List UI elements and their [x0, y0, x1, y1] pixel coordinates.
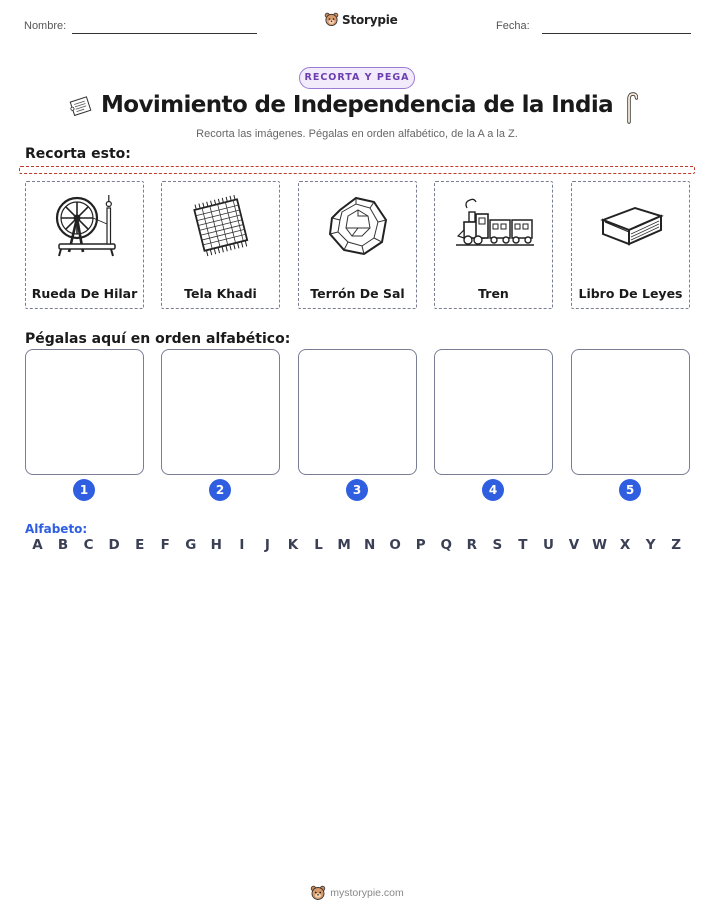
alphabet-letter: H: [210, 537, 222, 553]
alphabet-letter: A: [32, 537, 43, 553]
instructions: Recorta las imágenes. Pégalas en orden alfabético, de la A a la Z.: [196, 128, 518, 140]
date-label: Fecha:: [496, 20, 530, 32]
number-badge: 2: [209, 479, 231, 501]
alphabet-letter: K: [287, 537, 299, 553]
alphabet-letter: F: [160, 537, 170, 553]
salt-lump-icon: [322, 190, 394, 262]
number-badge: 1: [73, 479, 95, 501]
alphabet-letter: M: [337, 537, 351, 553]
footer: [0, 885, 714, 901]
alphabet-letter: U: [542, 537, 554, 553]
alphabet-letter: Z: [671, 537, 682, 553]
alphabet-title: Alfabeto:: [25, 522, 88, 536]
spinning-wheel-icon: [49, 190, 121, 262]
alphabet-letter: I: [239, 537, 245, 553]
paste-box-5[interactable]: [571, 349, 690, 475]
alphabet-letter: Y: [645, 537, 656, 553]
cut-card-label: Tela Khadi: [184, 286, 257, 301]
cut-card-label: Rueda De Hilar: [31, 286, 138, 301]
logo-text: Storypie: [342, 12, 398, 27]
number-badge: 5: [619, 479, 641, 501]
cut-card-label: Tren: [478, 286, 509, 301]
alphabet-letter: R: [466, 537, 477, 553]
alphabet-letter: Q: [440, 537, 452, 553]
paste-box-4[interactable]: [434, 349, 553, 475]
law-book-icon: [595, 190, 667, 262]
number-badge: 4: [482, 479, 504, 501]
alphabet-letter: D: [108, 537, 120, 553]
alphabet-letter: T: [518, 537, 528, 553]
khadi-cloth-icon: [185, 190, 257, 262]
paste-box-1[interactable]: [25, 349, 144, 475]
alphabet-letter: L: [314, 537, 323, 553]
alphabet-letter: S: [492, 537, 503, 553]
paste-heading: Pégalas aquí en orden alfabético:: [25, 331, 291, 347]
alphabet-letter: G: [185, 537, 197, 553]
bear-mascot-icon: [310, 885, 326, 901]
name-label: Nombre:: [24, 20, 67, 32]
cut-card[interactable]: [25, 181, 144, 309]
alphabet-letter: P: [415, 537, 426, 553]
cut-card-label: Terrón De Sal: [310, 286, 405, 301]
footer-url[interactable]: mystorypie.com: [330, 887, 404, 899]
paste-box-3[interactable]: [298, 349, 417, 475]
alphabet-row: [25, 537, 689, 553]
cut-card[interactable]: [434, 181, 553, 309]
alphabet-letter: X: [619, 537, 631, 553]
cut-card-label: Libro De Leyes: [578, 286, 683, 301]
cut-card[interactable]: [161, 181, 280, 309]
cut-line: [19, 166, 695, 174]
cut-heading: Recorta esto:: [25, 146, 131, 162]
bear-mascot-icon: [324, 12, 339, 27]
page-title: Movimiento de Independencia de la India: [100, 92, 614, 118]
alphabet-letter: W: [592, 537, 607, 553]
activity-badge: RECORTA Y PEGA: [299, 67, 415, 89]
cut-card[interactable]: [571, 181, 690, 309]
name-line[interactable]: [72, 33, 257, 34]
alphabet-letter: B: [57, 537, 69, 553]
number-badge: 3: [346, 479, 368, 501]
train-icon: [454, 190, 534, 262]
alphabet-letter: E: [135, 537, 145, 553]
alphabet-letter: J: [264, 537, 270, 553]
cut-card[interactable]: [298, 181, 417, 309]
paste-box-2[interactable]: [161, 349, 280, 475]
walking-stick-icon: [622, 92, 638, 124]
alphabet-letter: N: [363, 537, 376, 553]
alphabet-letter: O: [389, 537, 401, 553]
storypie-logo: [324, 12, 398, 27]
alphabet-letter: C: [83, 537, 94, 553]
date-line[interactable]: [542, 33, 691, 34]
alphabet-letter: V: [568, 537, 580, 553]
